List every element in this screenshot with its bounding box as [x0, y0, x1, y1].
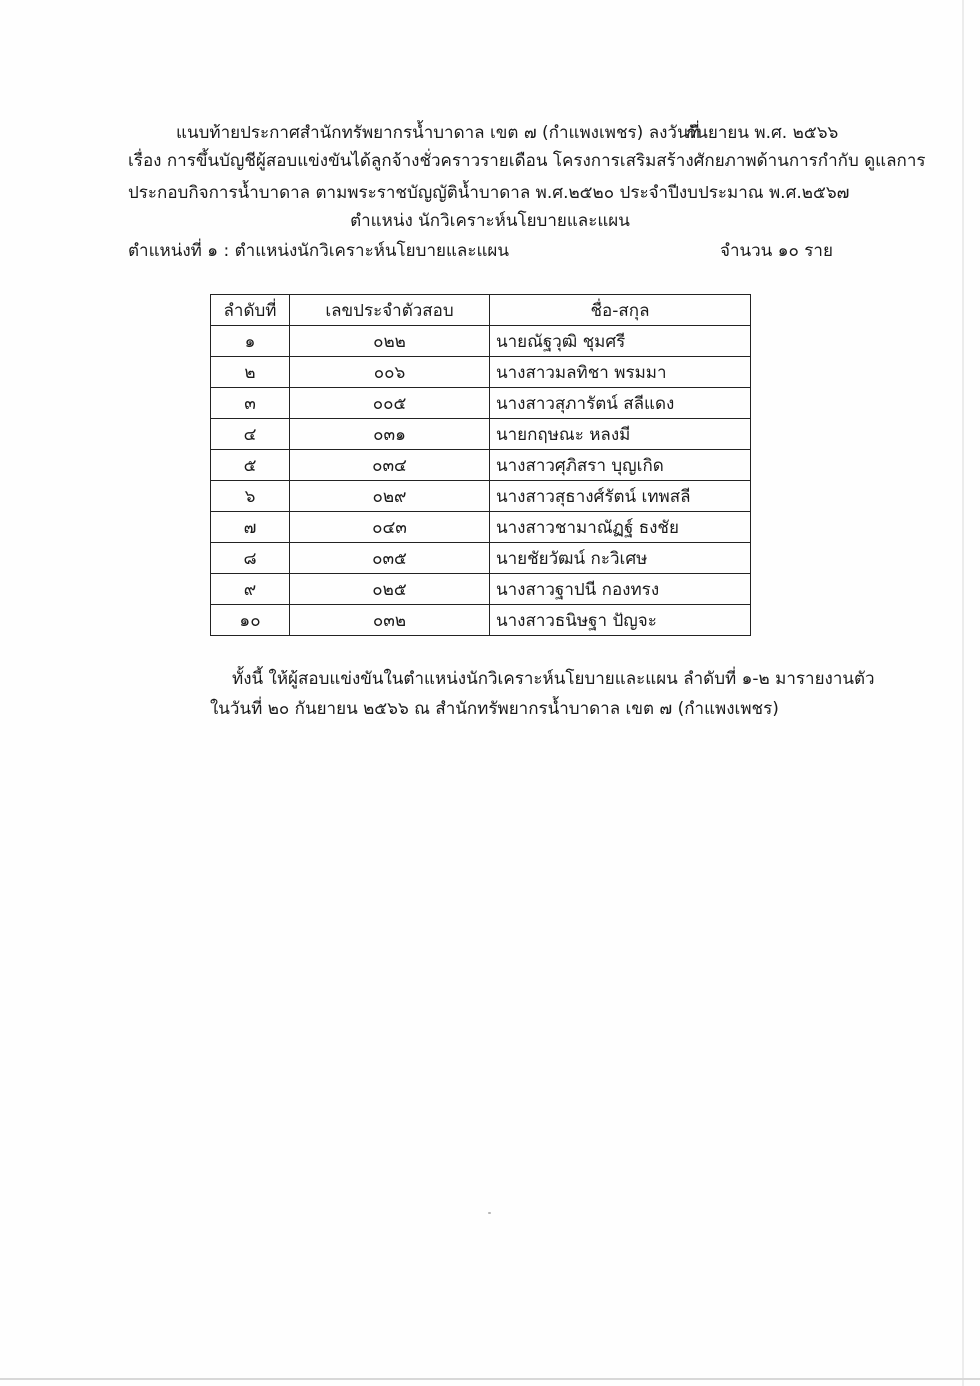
cell-exam-id: ๐๓๔: [290, 450, 490, 481]
report-instruction: ทั้งนี้ ให้ผู้สอบแข่งขันในตำแหน่งนักวิเคราะห์นโยบายและแผน ลำดับที่ ๑-๒ มารายงานตัว: [232, 669, 875, 689]
cell-order: ๗: [211, 512, 290, 543]
report-date-location: ในวันที่ ๒๐ กันยายน ๒๕๖๖ ณ สำนักทรัพยากรน้ำบาดาล เขต ๗ (กำแพงเพชร): [210, 699, 779, 719]
scan-edge-bottom: [0, 1378, 980, 1380]
column-header-exam-id: เลขประจำตัวสอบ: [290, 295, 490, 326]
annex-header-line: [176, 122, 839, 144]
cell-exam-id: ๐๒๙: [290, 481, 490, 512]
position-label: ตำแหน่งที่ ๑ : ตำแหน่งนักวิเคราะห์นโยบายและแผน: [128, 241, 509, 261]
scan-edge-right: [962, 0, 964, 1386]
cell-exam-id: ๐๔๓: [290, 512, 490, 543]
table-row: [211, 543, 751, 574]
cell-exam-id: ๐๐๖: [290, 357, 490, 388]
table-header-row: [211, 295, 751, 326]
cell-exam-id: ๐๓๒: [290, 605, 490, 636]
cell-name: นางสาวสุภารัตน์ สลีแดง: [490, 388, 751, 419]
cell-order: ๓: [211, 388, 290, 419]
table-row: [211, 388, 751, 419]
cell-order: ๘: [211, 543, 290, 574]
table-row: [211, 605, 751, 636]
column-header-name: ชื่อ-สกุล: [490, 295, 751, 326]
cell-exam-id: ๐๒๒: [290, 326, 490, 357]
cell-name: นางสาวธนิษฐา ปัญจะ: [490, 605, 751, 636]
cell-name: นางสาวศุภิสรา บุญเกิด: [490, 450, 751, 481]
cell-name: นายชัยวัฒน์ กะวิเศษ: [490, 543, 751, 574]
scan-speck: [488, 1212, 491, 1214]
cell-order: ๕: [211, 450, 290, 481]
candidate-table: [210, 294, 751, 636]
table-row: [211, 450, 751, 481]
table-row: [211, 357, 751, 388]
table-row: [211, 481, 751, 512]
cell-exam-id: ๐๓๕: [290, 543, 490, 574]
cell-exam-id: ๐๒๕: [290, 574, 490, 605]
subject-line-continued: ประกอบกิจการน้ำบาดาล ตามพระราชบัญญัติน้ำบาดาล พ.ศ.๒๕๒๐ ประจำปีงบประมาณ พ.ศ.๒๕๖๗: [128, 183, 850, 203]
cell-name: นางสาวฐาปนี กองทรง: [490, 574, 751, 605]
cell-name: นางสาวมลทิชา พรมมา: [490, 357, 751, 388]
announcement-date: กันยายน พ.ศ. ๒๕๖๖: [686, 123, 839, 143]
cell-order: ๒: [211, 357, 290, 388]
cell-order: ๔: [211, 419, 290, 450]
column-header-order: ลำดับที่: [211, 295, 290, 326]
cell-order: ๑๐: [211, 605, 290, 636]
annex-title: แนบท้ายประกาศสำนักทรัพยากรน้ำบาดาล เขต ๗ (กำแพงเพชร) ลงวันที่: [176, 123, 700, 143]
subject-line: เรื่อง การขึ้นบัญชีผู้สอบแข่งขันได้ลูกจ้างชั่วคราวรายเดือน โครงการเสริมสร้างศักยภาพด้านการกำกับ ดูแลการ: [128, 151, 926, 171]
cell-order: ๖: [211, 481, 290, 512]
cell-name: นางสาวสุธางศ์รัตน์ เทพสลี: [490, 481, 751, 512]
cell-name: นางสาวชามาณัฏฐ์ ธงชัย: [490, 512, 751, 543]
table-row: [211, 574, 751, 605]
position-count: จำนวน ๑๐ ราย: [720, 241, 833, 261]
position-title: ตำแหน่ง นักวิเคราะห์นโยบายและแผน: [350, 211, 630, 231]
position-summary: [128, 240, 833, 262]
cell-exam-id: ๐๓๑: [290, 419, 490, 450]
cell-order: ๑: [211, 326, 290, 357]
table-row: [211, 512, 751, 543]
cell-name: นายกฤษณะ หลงมี: [490, 419, 751, 450]
table-row: [211, 419, 751, 450]
cell-name: นายณัฐวุฒิ ชุมศรี: [490, 326, 751, 357]
table-row: [211, 326, 751, 357]
cell-order: ๙: [211, 574, 290, 605]
cell-exam-id: ๐๐๕: [290, 388, 490, 419]
